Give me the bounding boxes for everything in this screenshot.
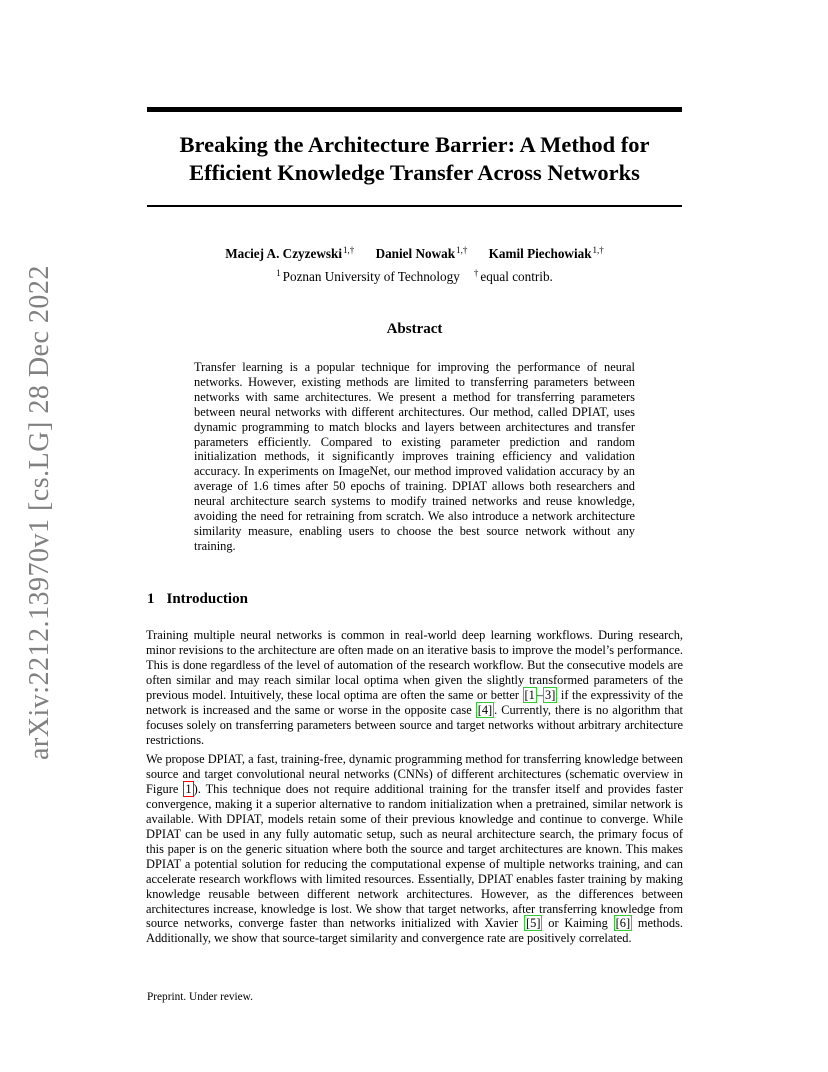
figure-1-link[interactable]: 1 xyxy=(185,781,192,796)
intro-p2-text-b: ). This technique does not require additional training for the transfer itself and provides faster convergence, making it a superior alternative to random initialization when a pretrained, similar network is available. With DPIAT, models retain some of their previous knowledge and continue to converge. While DPIAT can be used in any fully automatic setup, such as neural architecture search, the primary focus of this paper is on the generic situation where both the source and target architectures are known. This makes DPIAT a potential solution for reducing the computational expense of multiple networks training, and can accelerate research workflows with limited resources. Essentially, DPIAT enables faster training by making knowledge reusable between different network architectures. However, as the differences between architectures increase, knowledge is lost. We show that target networks, after transferring knowledge from source networks, converge faster than networks initialized with Xavier xyxy=(146,781,683,931)
author-3-mark: 1,† xyxy=(592,245,604,255)
author-2 xyxy=(376,246,468,261)
intro-paragraph-1 xyxy=(146,628,683,748)
author-3-name: Kamil Piechowiak xyxy=(488,246,592,261)
citation-link-3[interactable]: 3] xyxy=(545,687,556,702)
intro-p2-text-a: We propose DPIAT, a fast, training-free, dynamic programming method for transferring knowledge between source and target convolutional neural networks (CNNs) of different architectures (schematic overview in Figure xyxy=(146,752,683,796)
equal-contrib-text: equal contrib. xyxy=(480,269,553,284)
abstract-heading: Abstract xyxy=(386,321,443,337)
equal-contrib-mark: † xyxy=(473,268,479,278)
author-list xyxy=(147,242,682,262)
intro-p2-text-c: or Kaiming xyxy=(542,916,614,931)
title-line-1: Breaking the Architecture Barrier: A Method for xyxy=(179,132,650,157)
citation-range-dash: – xyxy=(536,687,544,702)
intro-paragraph-2 xyxy=(146,752,683,946)
section-heading-introduction xyxy=(147,590,248,608)
title-top-rule xyxy=(147,107,682,112)
intro-p1-text-a: Training multiple neural networks is common in real-world deep learning workflows. During research, minor revisions to the architecture are often made on an iterative basis to improve the model’s performance. This is done regardless of the level of automation of the research workflow. But the consecutive models are often similar and may reach similar local optima when given the slightly transformed parameters of the previous model. Intuitively, these local optima are often the same or better xyxy=(146,628,683,702)
author-2-mark: 1,† xyxy=(456,245,468,255)
author-1-mark: 1,† xyxy=(343,245,355,255)
paper-title xyxy=(147,131,682,187)
affiliation-line xyxy=(147,265,682,285)
author-1-name: Maciej A. Czyzewski xyxy=(225,246,343,261)
author-3 xyxy=(489,246,604,261)
preprint-footer: Preprint. Under review. xyxy=(147,991,253,1003)
citation-link-6[interactable]: [6] xyxy=(615,916,631,931)
citation-link-5[interactable]: [5] xyxy=(526,916,541,931)
abstract-body: Transfer learning is a popular technique for improving the performance of neural networks. However, existing methods are limited to transferring parameters between networks with same architectures. We present a method for transferring parameters between neural networks with different architectures. Our method, called DPIAT, uses dynamic programming to match blocks and layers between architectures and transfer parameters efficiently. Compared to existing parameter prediction and random initialization methods, it significantly improves training efficiency and validation accuracy. In experiments on ImageNet, our method improved validation accuracy by an average of 1.6 times after 50 epochs of training. DPIAT allows both researchers and neural architecture search systems to modify trained networks and reuse knowledge, avoiding the need for retraining from scratch. We also introduce a network architecture similarity measure, enabling users to choose the best source network without any training. xyxy=(194,360,635,553)
intro-p1-text-b: if the expressivity of the network is increased and the same or worse in the opposite case xyxy=(146,687,684,717)
citation-link-4[interactable]: [4] xyxy=(477,702,493,717)
citation-link-1[interactable]: [1 xyxy=(524,687,535,702)
intro-p1-text-c: . Currently, there is no algorithm that focuses solely on transferring parameters between source and target networks without arbitrary architecture restrictions. xyxy=(146,702,683,747)
title-line-2: Efficient Knowledge Transfer Across Networks xyxy=(189,160,640,185)
arxiv-identifier-stamp: arXiv:2212.13970v1 [cs.LG] 28 Dec 2022 xyxy=(24,265,55,760)
intro-p2-text-d: methods. Additionally, we show that source-target similarity and convergence rate are positively correlated. xyxy=(146,916,683,946)
section-title: Introduction xyxy=(166,591,248,607)
author-2-name: Daniel Nowak xyxy=(375,246,456,261)
section-number: 1 xyxy=(147,591,155,607)
title-bottom-rule xyxy=(147,205,682,207)
affiliation-text: Poznan University of Technology xyxy=(282,269,460,284)
affiliation-mark: 1 xyxy=(276,268,281,278)
author-1 xyxy=(225,246,354,261)
